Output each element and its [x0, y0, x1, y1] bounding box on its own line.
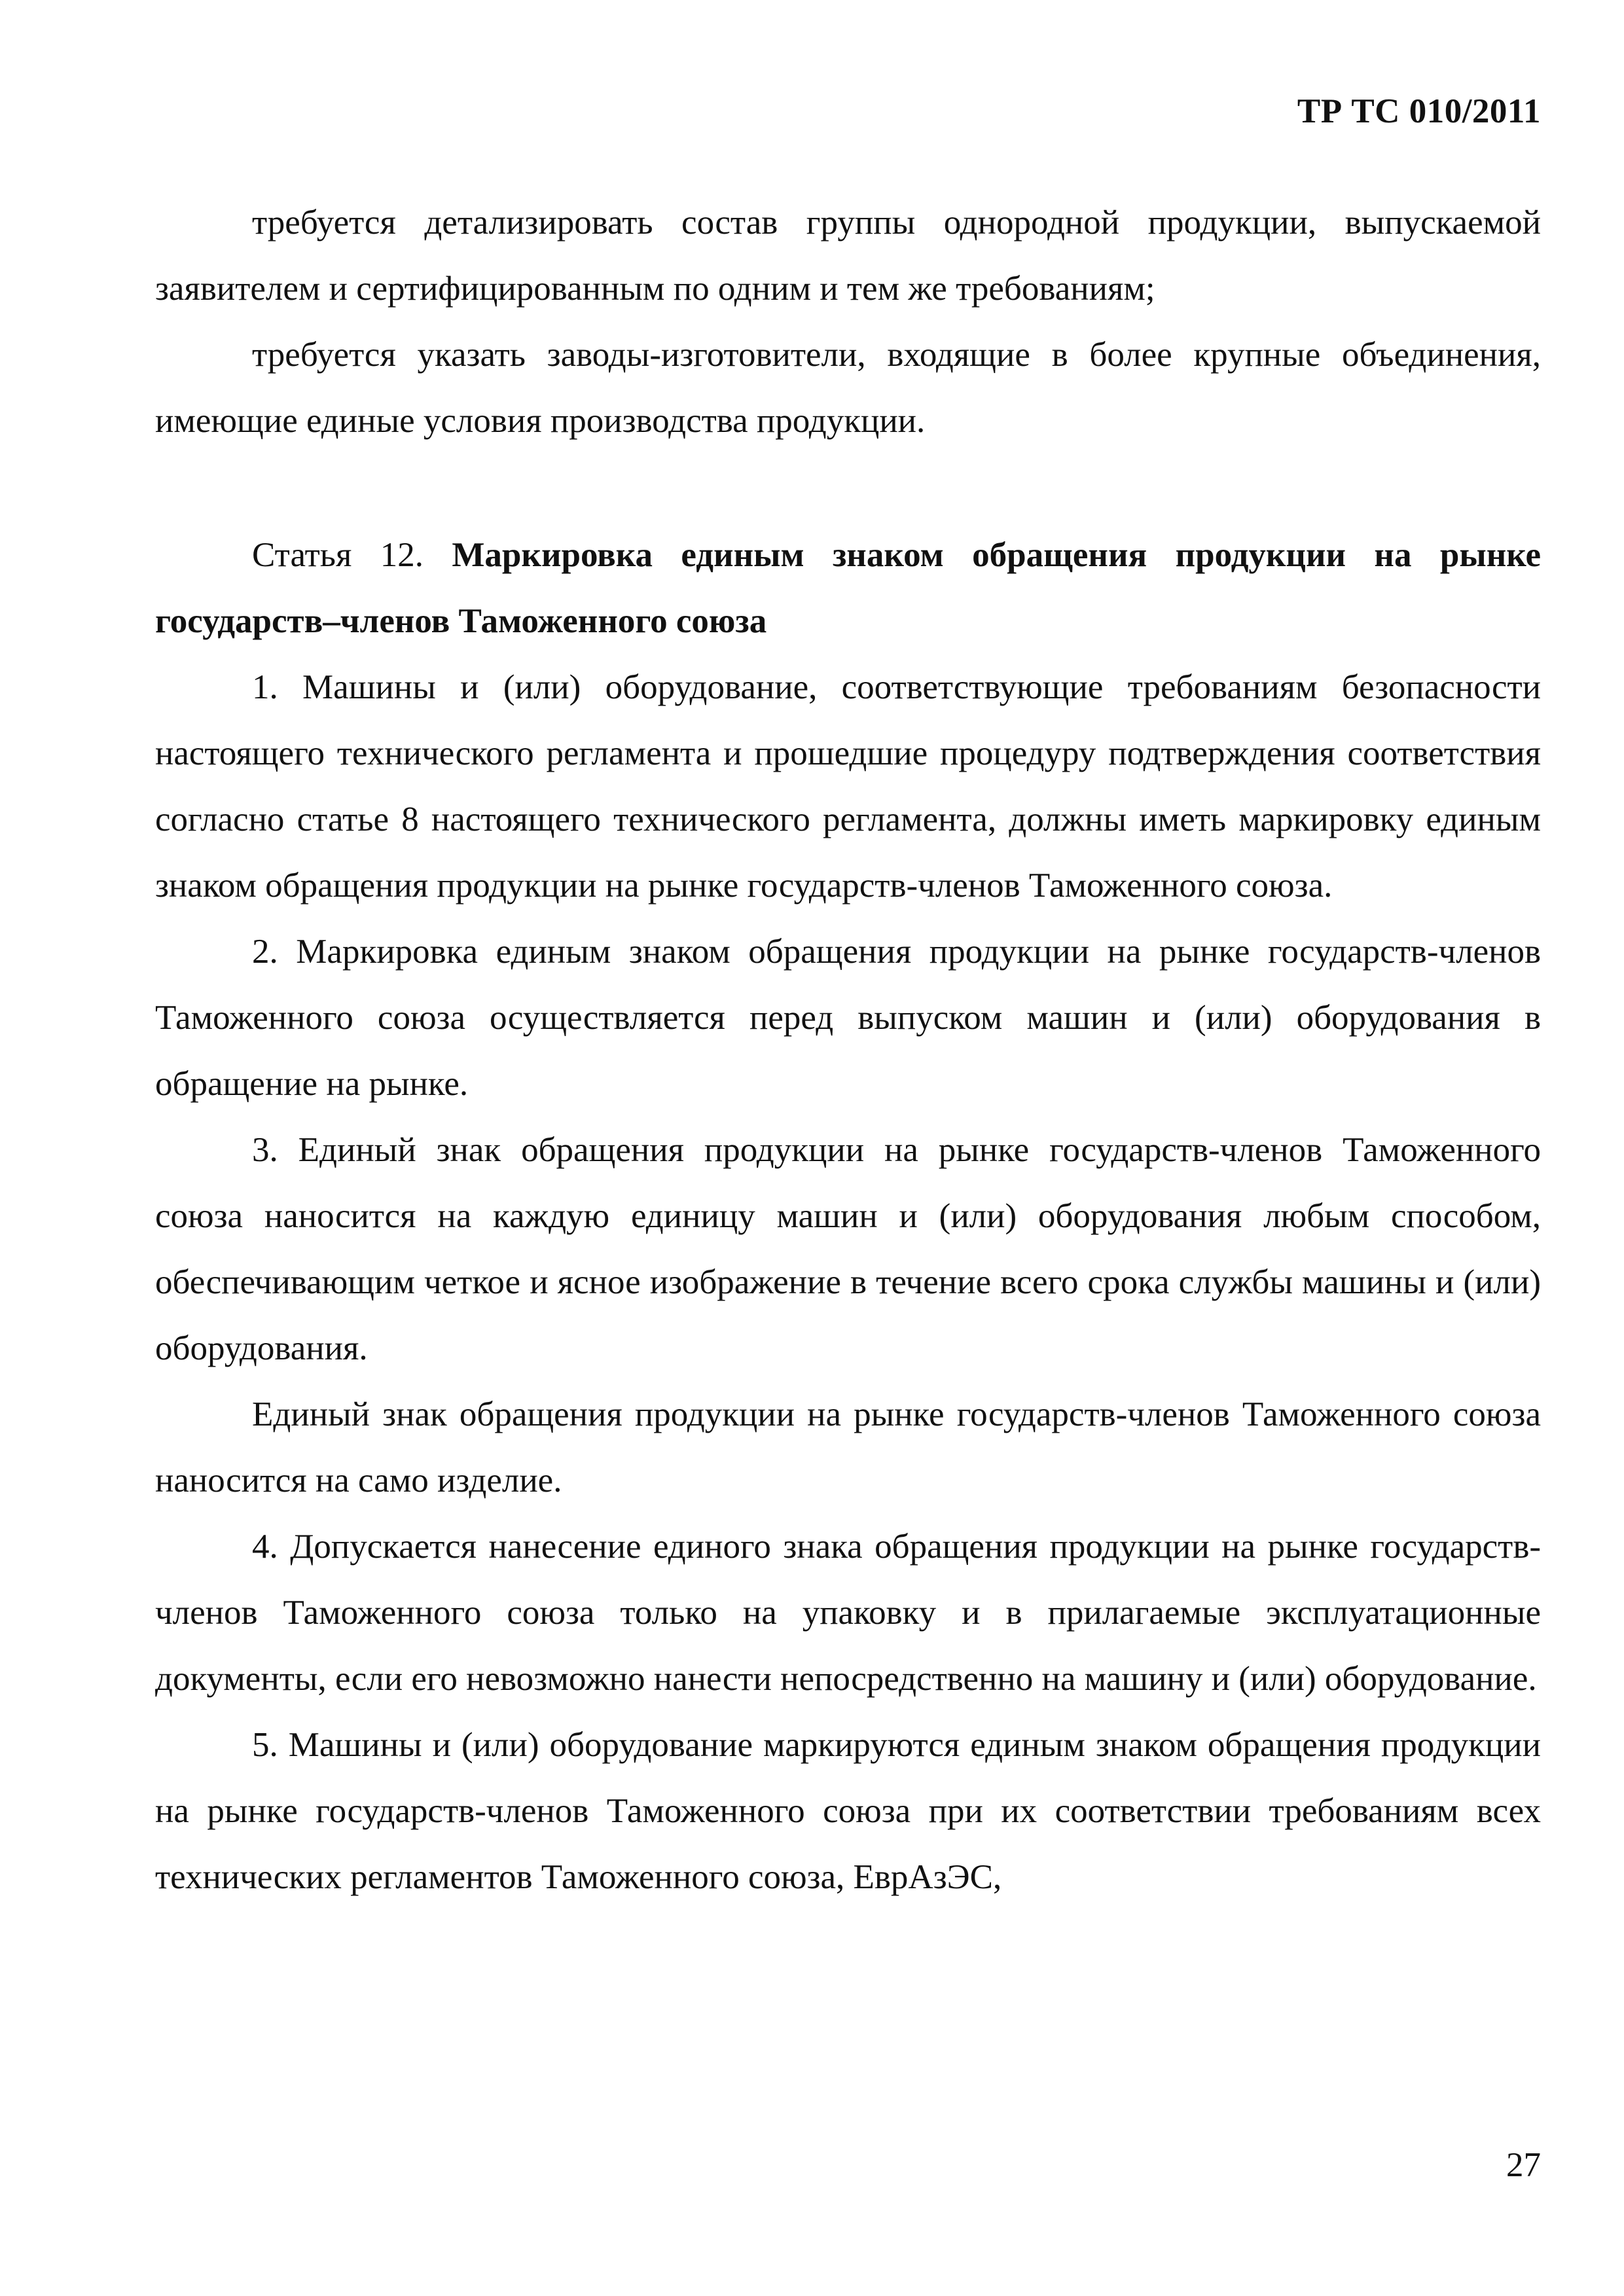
article-heading: [155, 522, 1541, 655]
continuation-paragraph-2: требуется указать заводы-изготовители, входящие в более крупные объединения, имеющие единые условия производства продукции.: [155, 336, 1541, 440]
article-label: Статья 12.: [252, 536, 424, 574]
page-body: [155, 190, 1541, 1910]
article-paragraph-1: 1. Машины и (или) оборудование, соответствующие требованиям безопасности настоящего технического регламента и прошедшие процедуру подтверждения соответствия согласно статье 8 настоящего технического регламента, должны иметь маркировку единым знаком обращения продукции на рынке государств-членов Таможенного союза.: [155, 668, 1541, 905]
article-paragraph-5: 5. Машины и (или) оборудование маркируются единым знаком обращения продукции на рынке государств-членов Таможенного союза при их соответствии требованиям всех технических регламентов Таможенного союза, ЕврАзЭС,: [155, 1726, 1541, 1896]
page-number: 27: [1506, 2146, 1541, 2184]
article-paragraph-4: 4. Допускается нанесение единого знака обращения продукции на рынке государств-членов Таможенного союза только на упаковку и в прилагаемые эксплуатационные документы, если его невозможно нанести непосредственно на машину и (или) оборудование.: [155, 1528, 1541, 1698]
document-code: ТР ТС 010/2011: [1297, 92, 1541, 130]
article-paragraph-2: 2. Маркировка единым знаком обращения продукции на рынке государств-членов Таможенного союза осуществляется перед выпуском машин и (или) оборудования в обращение на рынке.: [155, 933, 1541, 1103]
article-title: Маркировка единым знаком обращения продукции на рынке государств–членов Таможенного союза: [155, 536, 1542, 640]
article-paragraph-3-note: Единый знак обращения продукции на рынке государств-членов Таможенного союза наносится на само изделие.: [155, 1395, 1541, 1499]
continuation-paragraph-1: требуется детализировать состав группы однородной продукции, выпускаемой заявителем и сертифицированным по одним и тем же требованиям;: [155, 204, 1541, 308]
article-paragraph-3: 3. Единый знак обращения продукции на рынке государств-членов Таможенного союза наносится на каждую единицу машин и (или) оборудования любым способом, обеспечивающим четкое и ясное изображение в течение всего срока службы машины и (или) оборудования.: [155, 1131, 1541, 1367]
